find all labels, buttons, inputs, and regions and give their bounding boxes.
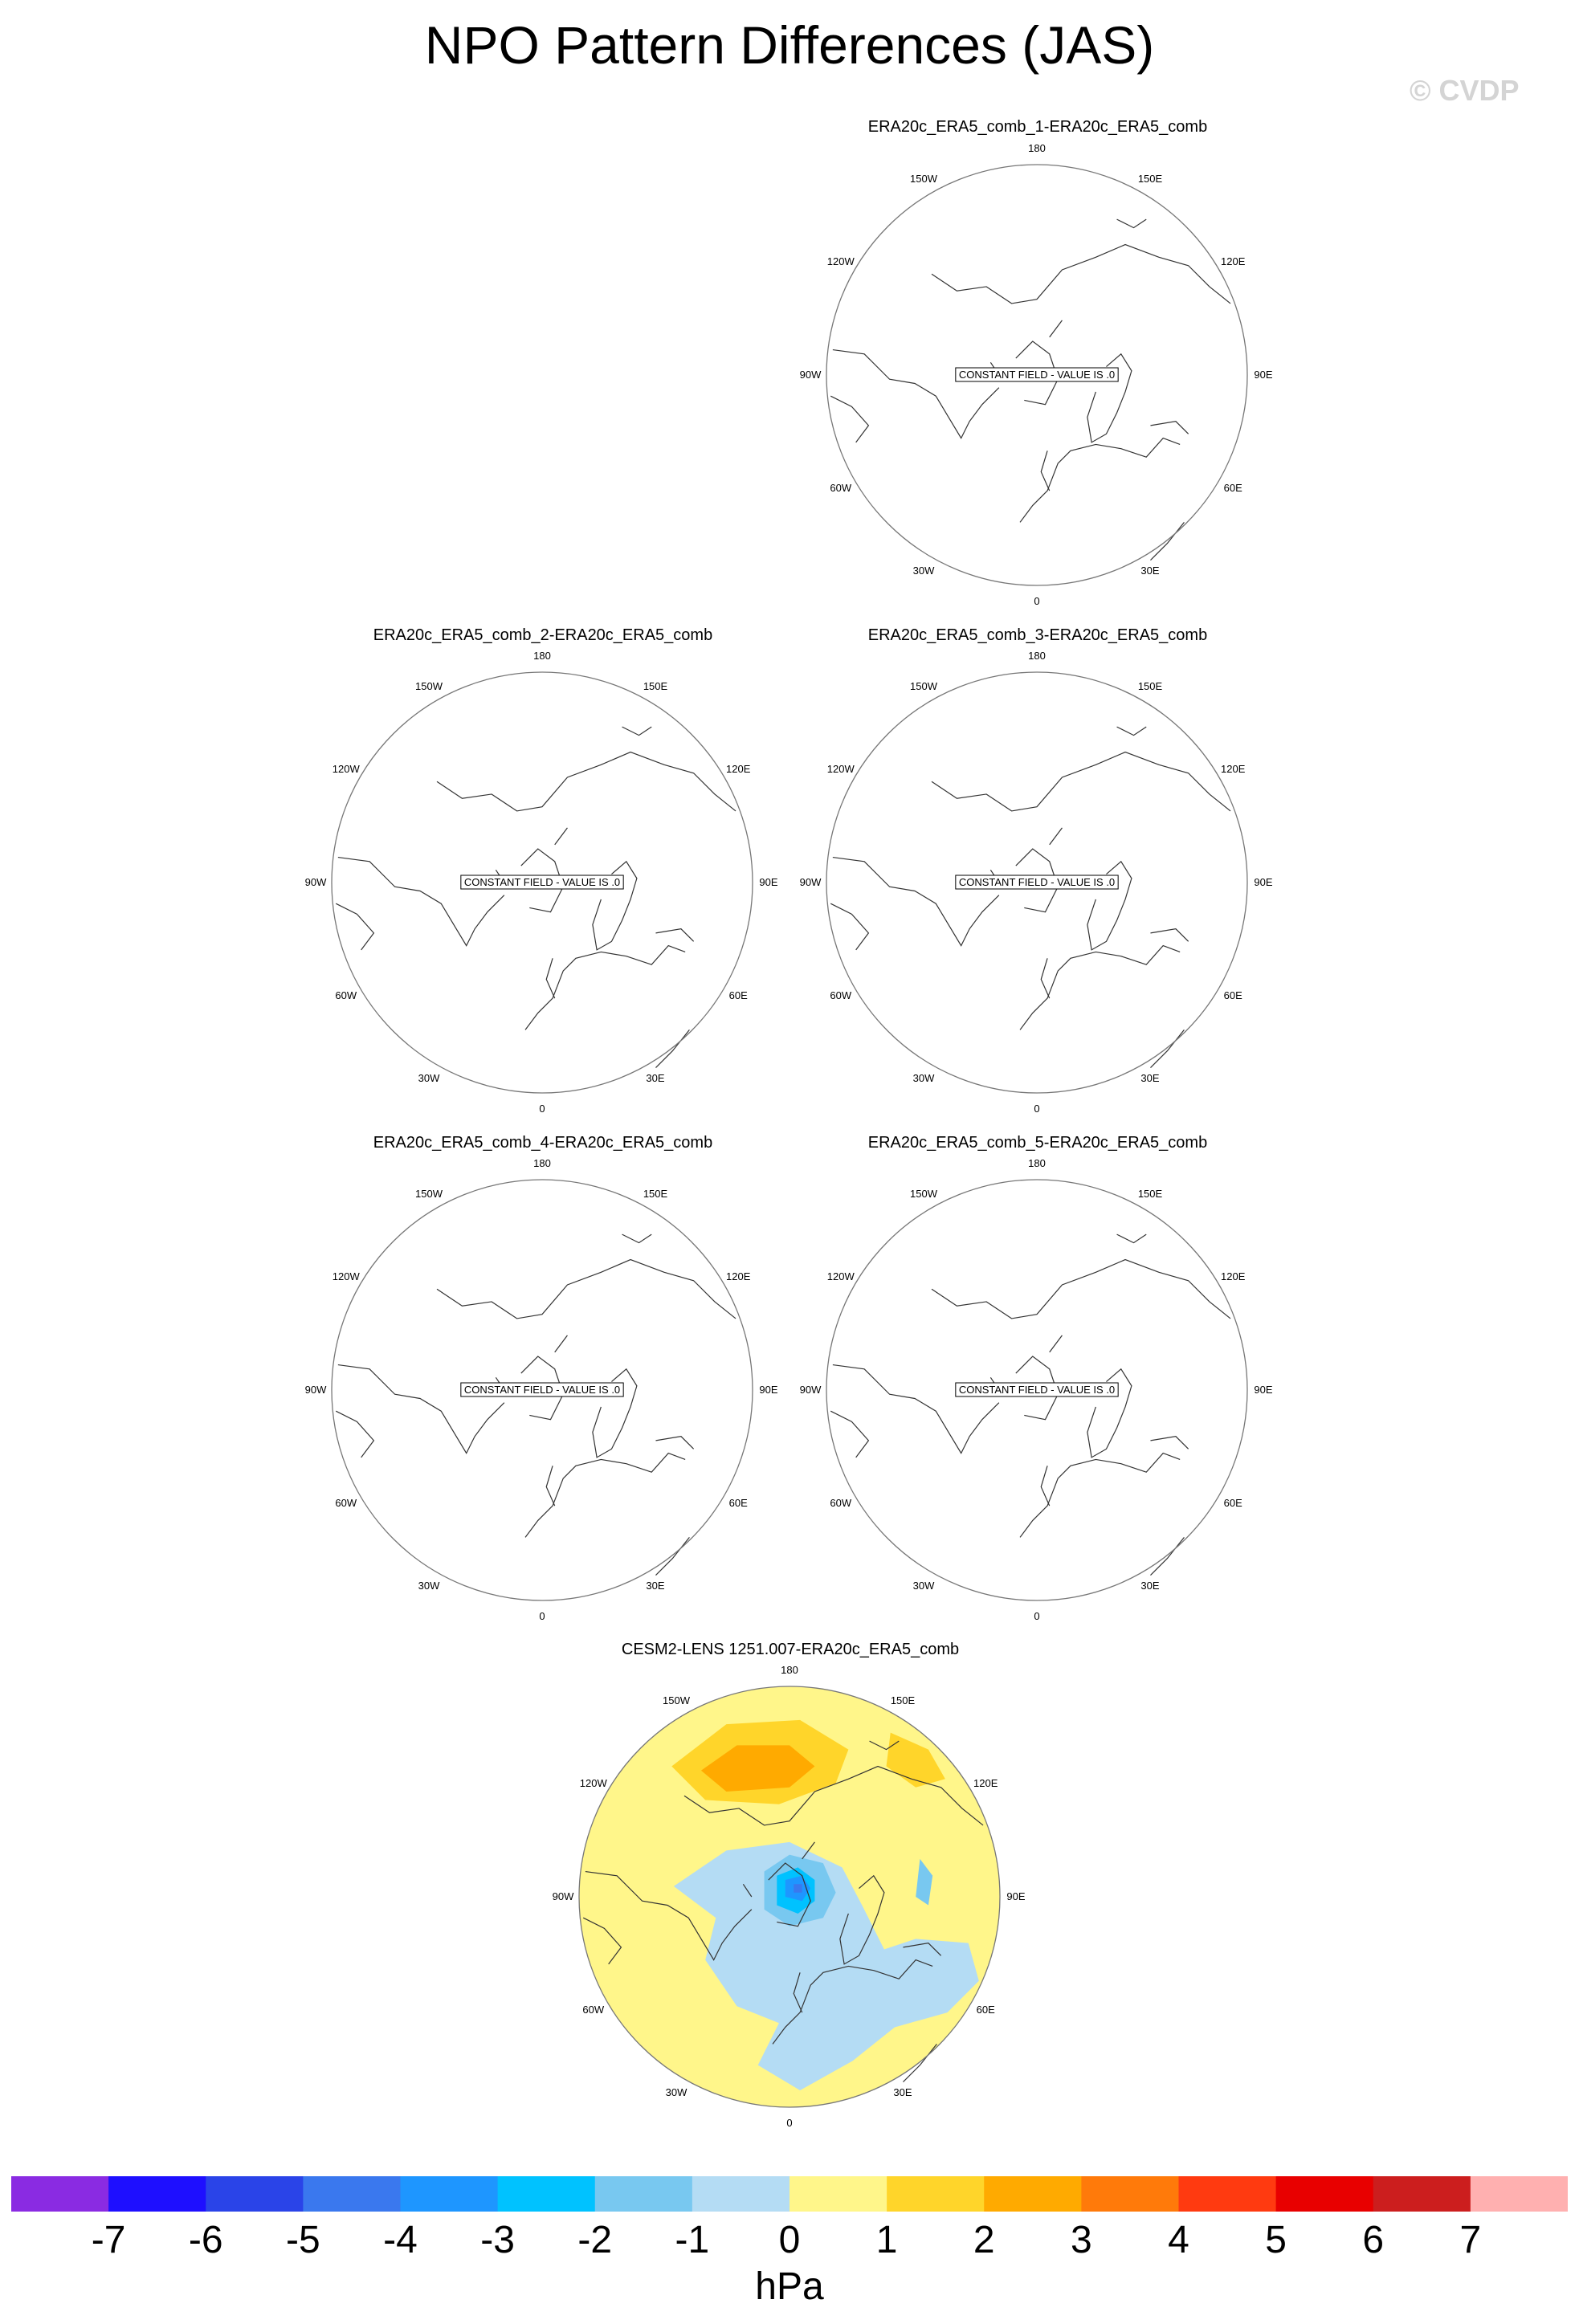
- colorbar-swatch: [790, 2176, 887, 2212]
- panel-title-6: CESM2-LENS 1251.007-ERA20c_ERA5_comb: [621, 1641, 960, 1658]
- longitude-label: 60E: [1223, 482, 1242, 494]
- longitude-label: 120E: [1221, 1270, 1246, 1282]
- polar-map-1: [778, 116, 1295, 634]
- longitude-label: 180: [1028, 650, 1046, 662]
- longitude-label: 60W: [335, 1497, 357, 1509]
- longitude-label: 180: [533, 650, 551, 662]
- longitude-label: 60E: [728, 989, 748, 1001]
- colorbar-swatch: [108, 2176, 206, 2212]
- longitude-label: 30W: [912, 1580, 935, 1592]
- longitude-label: 30E: [646, 1072, 665, 1085]
- longitude-label: 0: [1034, 595, 1040, 607]
- polar-map-6: [531, 1638, 1048, 2155]
- colorbar-tick-label: 0: [778, 2219, 801, 2261]
- longitude-label: 90E: [759, 876, 778, 888]
- longitude-label: 30E: [1140, 1072, 1160, 1085]
- longitude-label: 180: [1028, 1157, 1046, 1169]
- longitude-label: 120E: [726, 763, 751, 775]
- longitude-label: 0: [1034, 1103, 1040, 1115]
- panel-title-5: ERA20c_ERA5_comb_5-ERA20c_ERA5_comb: [867, 1134, 1208, 1152]
- constant-field-label: [956, 1383, 1118, 1396]
- colorbar-swatch: [1373, 2176, 1471, 2212]
- longitude-label: 90E: [1254, 876, 1273, 888]
- longitude-label: 60W: [582, 2004, 605, 2016]
- longitude-label: 150W: [415, 679, 443, 692]
- longitude-label: 90W: [799, 1384, 822, 1396]
- longitude-label: 120E: [973, 1777, 998, 1789]
- longitude-label: 60E: [1223, 1497, 1242, 1509]
- polar-map-4: [284, 1131, 801, 1649]
- colorbar-tick-label: 1: [875, 2219, 898, 2261]
- anomaly-region: [794, 1884, 802, 1892]
- longitude-label: 120W: [826, 763, 855, 775]
- colorbar-tick-label: 3: [1071, 2219, 1092, 2261]
- longitude-label: 120W: [332, 763, 360, 775]
- longitude-label: 30E: [1140, 1580, 1160, 1592]
- longitude-label: 0: [1034, 1610, 1040, 1622]
- polar-map-5: [778, 1131, 1295, 1649]
- svg-text:CONSTANT FIELD - VALUE IS .0: CONSTANT FIELD - VALUE IS .0: [463, 1384, 621, 1396]
- longitude-label: 150E: [643, 1187, 668, 1200]
- longitude-label: 90W: [304, 1384, 327, 1396]
- colorbar-units: hPa: [755, 2265, 824, 2308]
- constant-field-label: [956, 875, 1118, 889]
- colorbar-tick-label: 7: [1459, 2219, 1482, 2261]
- longitude-label: 90W: [799, 369, 822, 381]
- colorbar-tick-label: -4: [383, 2219, 418, 2261]
- longitude-label: 150E: [890, 1694, 916, 1706]
- longitude-label: 30W: [418, 1580, 440, 1592]
- longitude-label: 150W: [663, 1694, 690, 1706]
- longitude-label: 30W: [665, 2086, 687, 2099]
- longitude-label: 90W: [304, 876, 327, 888]
- colorbar-tick-label: -6: [188, 2219, 223, 2261]
- colorbar-tick-label: -2: [577, 2219, 613, 2261]
- longitude-label: 120W: [332, 1270, 360, 1282]
- longitude-label: 60W: [830, 1497, 852, 1509]
- colorbar-swatch: [1081, 2176, 1179, 2212]
- longitude-label: 150E: [1137, 172, 1163, 185]
- page-title: NPO Pattern Differences (JAS): [424, 15, 1155, 75]
- colorbar-swatch: [303, 2176, 401, 2212]
- longitude-label: 30E: [1140, 565, 1160, 577]
- longitude-label: 60E: [1223, 989, 1242, 1001]
- colorbar-swatch: [206, 2176, 304, 2212]
- svg-text:CONSTANT FIELD - VALUE IS .0: CONSTANT FIELD - VALUE IS .0: [958, 369, 1116, 381]
- svg-text:CONSTANT FIELD - VALUE IS .0: CONSTANT FIELD - VALUE IS .0: [958, 1384, 1116, 1396]
- longitude-label: 150E: [643, 679, 668, 692]
- longitude-label: 120W: [826, 255, 855, 267]
- longitude-label: 180: [533, 1157, 551, 1169]
- longitude-label: 0: [786, 2117, 793, 2129]
- longitude-label: 90W: [799, 876, 822, 888]
- panel-title-4: ERA20c_ERA5_comb_4-ERA20c_ERA5_comb: [373, 1134, 713, 1152]
- colorbar-swatch: [595, 2176, 693, 2212]
- longitude-label: 120E: [1221, 763, 1246, 775]
- colorbar-swatch: [11, 2176, 109, 2212]
- longitude-label: 0: [539, 1610, 545, 1622]
- polar-map-3: [778, 624, 1295, 1141]
- colorbar-tick-label: -3: [480, 2219, 515, 2261]
- longitude-label: 60W: [335, 989, 357, 1001]
- longitude-label: 120E: [1221, 255, 1246, 267]
- longitude-label: 60W: [830, 989, 852, 1001]
- colorbar-swatch: [1179, 2176, 1277, 2212]
- longitude-label: 150W: [910, 172, 937, 185]
- longitude-label: 90E: [1254, 369, 1273, 381]
- polar-map-2: [284, 624, 801, 1141]
- longitude-label: 30E: [893, 2086, 912, 2099]
- constant-field-label: [461, 1383, 623, 1396]
- colorbar-tick-label: -7: [91, 2219, 126, 2261]
- svg-text:CONSTANT FIELD - VALUE IS .0: CONSTANT FIELD - VALUE IS .0: [463, 876, 621, 888]
- longitude-label: 30W: [912, 1072, 935, 1085]
- colorbar-swatch: [1276, 2176, 1374, 2212]
- longitude-label: 150W: [910, 679, 937, 692]
- constant-field-label: [461, 875, 623, 889]
- longitude-label: 180: [1028, 142, 1046, 154]
- colorbar-tick-label: 5: [1265, 2219, 1287, 2261]
- longitude-label: 30E: [646, 1580, 665, 1592]
- colorbar-tick-label: 6: [1362, 2219, 1385, 2261]
- longitude-label: 150E: [1137, 679, 1163, 692]
- colorbar-swatch: [692, 2176, 790, 2212]
- longitude-label: 180: [781, 1664, 798, 1676]
- longitude-label: 60E: [728, 1497, 748, 1509]
- panel-title-2: ERA20c_ERA5_comb_2-ERA20c_ERA5_comb: [373, 626, 713, 644]
- constant-field-label: [956, 368, 1118, 381]
- watermark: © CVDP: [1410, 74, 1520, 107]
- svg-text:CONSTANT FIELD - VALUE IS .0: CONSTANT FIELD - VALUE IS .0: [958, 876, 1116, 888]
- longitude-label: 30W: [912, 565, 935, 577]
- colorbar-swatch: [984, 2176, 1082, 2212]
- colorbar-tick-label: 2: [973, 2219, 995, 2261]
- longitude-label: 0: [539, 1103, 545, 1115]
- panel-title-1: ERA20c_ERA5_comb_1-ERA20c_ERA5_comb: [867, 118, 1208, 136]
- colorbar-swatch: [401, 2176, 499, 2212]
- longitude-label: 60W: [830, 482, 852, 494]
- longitude-label: 60E: [976, 2004, 995, 2016]
- longitude-label: 150E: [1137, 1187, 1163, 1200]
- longitude-label: 120W: [579, 1777, 607, 1789]
- longitude-label: 150W: [910, 1187, 937, 1200]
- longitude-label: 90W: [552, 1890, 574, 1902]
- longitude-label: 120E: [726, 1270, 751, 1282]
- longitude-label: 150W: [415, 1187, 443, 1200]
- longitude-label: 30W: [418, 1072, 440, 1085]
- longitude-label: 90E: [759, 1384, 778, 1396]
- colorbar-tick-label: -5: [286, 2219, 320, 2261]
- colorbar: [11, 2176, 1568, 2212]
- longitude-label: 120W: [826, 1270, 855, 1282]
- colorbar-swatch: [1471, 2176, 1568, 2212]
- colorbar-tick-label: -1: [675, 2219, 710, 2261]
- longitude-label: 90E: [1006, 1890, 1026, 1902]
- colorbar-swatch: [887, 2176, 985, 2212]
- colorbar-tick-label: 4: [1168, 2219, 1189, 2261]
- longitude-label: 90E: [1254, 1384, 1273, 1396]
- colorbar-swatch: [498, 2176, 596, 2212]
- panel-title-3: ERA20c_ERA5_comb_3-ERA20c_ERA5_comb: [867, 626, 1208, 644]
